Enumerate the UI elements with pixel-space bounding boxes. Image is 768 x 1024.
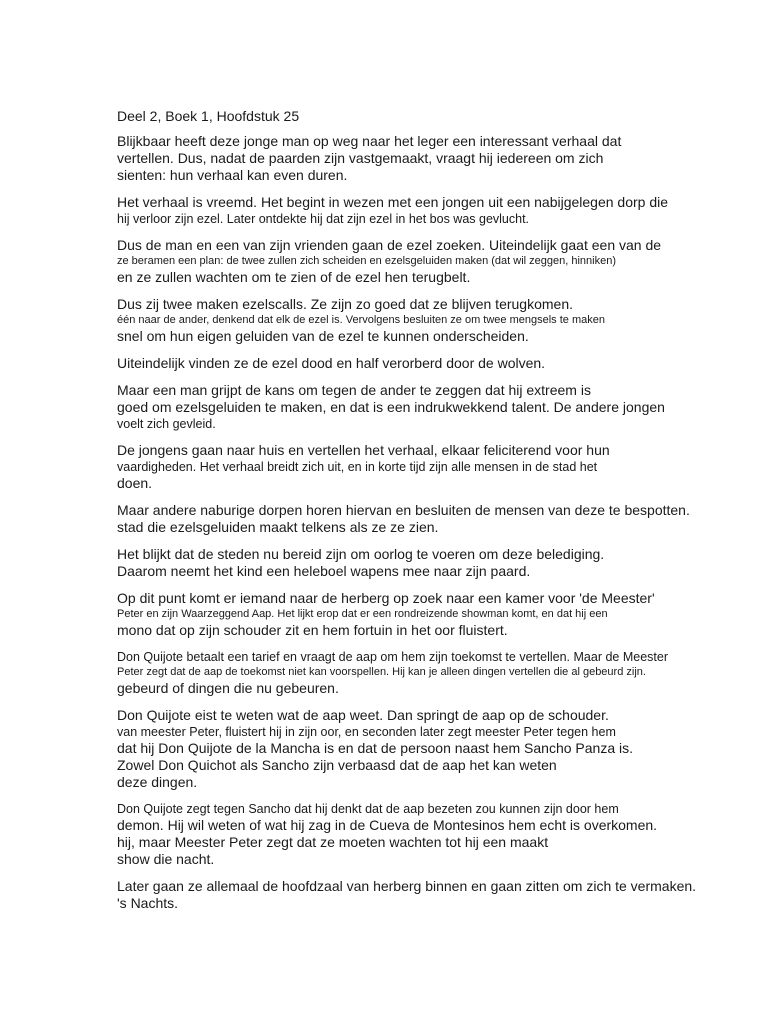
paragraph-3 [117,237,717,286]
chapter-heading: Deel 2, Boek 1, Hoofdstuk 25 [117,108,300,124]
text-line: 's Nachts. [117,895,179,911]
text-line: sienten: hun verhaal kan even duren. [117,167,348,183]
paragraph-14 [117,878,717,912]
paragraph-13 [117,801,717,868]
text-line: Peter en zijn Waarzeggend Aap. Het lijkt erop dat er een rondreizende showman komt, en dat hij een [117,608,608,620]
paragraph-5 [117,355,717,372]
text-line: deze dingen. [117,774,198,790]
text-line: Dus zij twee maken ezelscalls. Ze zijn zo goed dat ze blijven terugkomen. [117,296,573,312]
text-line: gebeurd of dingen die nu gebeuren. [117,680,339,696]
paragraph-8 [117,502,717,536]
paragraph-1 [117,133,717,184]
text-line: Peter zegt dat de aap de toekomst niet kan voorspellen. Hij kan je alleen dingen vertellen die al gebeurd zijn. [117,666,646,678]
text-line: vaardigheden. Het verhaal breidt zich uit, en in korte tijd zijn alle mensen in de stad het [117,460,598,474]
text-line: Op dit punt komt er iemand naar de herberg op zoek naar een kamer voor 'de Meester' [117,590,655,606]
text-line: vertellen. Dus, nadat de paarden zijn vastgemaakt, vraagt hij iedereen om zich [117,150,604,166]
text-line: demon. Hij wil weten of wat hij zag in de Cueva de Montesinos hem echt is overkomen. [117,817,658,833]
text-line: Zowel Don Quichot als Sancho zijn verbaasd dat de aap het kan weten [117,757,557,773]
text-line: Daarom neemt het kind een heleboel wapens mee naar zijn paard. [117,563,531,579]
text-line: Dus de man en een van zijn vrienden gaan de ezel zoeken. Uiteindelijk gaat een van de [117,237,662,253]
text-line: Don Quijote zegt tegen Sancho dat hij denkt dat de aap bezeten zou kunnen zijn door hem [117,802,619,816]
text-line: één naar de ander, denkend dat elk de ezel is. Vervolgens besluiten ze om twee mengsels te maken [117,314,605,326]
text-line: Het blijkt dat de steden nu bereid zijn om oorlog te voeren om deze belediging. [117,546,605,562]
text-line: hij verloor zijn ezel. Later ontdekte hij dat zijn ezel in het bos was gevlucht. [117,212,530,226]
text-line: dat hij Don Quijote de la Mancha is en dat de persoon naast hem Sancho Panza is. [117,740,633,756]
text-line: Maar andere naburige dorpen horen hiervan en besluiten de mensen van deze te bespotten. [117,502,690,518]
text-line: en ze zullen wachten om te zien of de ezel hen terugbelt. [117,269,471,285]
document-page [117,108,717,922]
text-line: Don Quijote eist te weten wat de aap weet. Dan springt de aap op de schouder. [117,707,609,723]
text-line: Blijkbaar heeft deze jonge man op weg naar het leger een interessant verhaal dat [117,133,622,149]
paragraph-2 [117,194,717,227]
text-line: ze beramen een plan: de twee zullen zich scheiden en ezelsgeluiden maken (dat wil zeggen, hinniken) [117,255,616,267]
text-line: doen. [117,475,153,491]
text-line: stad die ezelsgeluiden maakt telkens als ze ze zien. [117,519,439,535]
paragraph-4 [117,296,717,345]
text-line: goed om ezelsgeluiden te maken, en dat is een indrukwekkend talent. De andere jongen [117,399,665,415]
paragraph-11 [117,649,717,697]
paragraph-12 [117,707,717,791]
text-line: voelt zich gevleid. [117,417,216,431]
text-line: De jongens gaan naar huis en vertellen het verhaal, elkaar feliciterend voor hun [117,442,610,458]
paragraph-10 [117,590,717,639]
text-line: snel om hun eigen geluiden van de ezel te kunnen onderscheiden. [117,328,529,344]
paragraph-9 [117,546,717,580]
text-line: Don Quijote betaalt een tarief en vraagt de aap om hem zijn toekomst te vertellen. Maar de Meester [117,650,668,664]
text-line: Uiteindelijk vinden ze de ezel dood en half verorberd door de wolven. [117,355,546,371]
text-line: hij, maar Meester Peter zegt dat ze moeten wachten tot hij een maakt [117,834,549,850]
text-line: mono dat op zijn schouder zit en hem fortuin in het oor fluistert. [117,622,508,638]
paragraph-6 [117,382,717,432]
text-line: Later gaan ze allemaal de hoofdzaal van herberg binnen en gaan zitten om zich te vermaken. [117,878,697,894]
text-line: van meester Peter, fluistert hij in zijn oor, en seconden later zegt meester Peter tegen hem [117,725,616,739]
text-line: show die nacht. [117,851,215,867]
text-line: Het verhaal is vreemd. Het begint in wezen met een jongen uit een nabijgelegen dorp die [117,194,669,210]
paragraph-7 [117,442,717,492]
text-line: Maar een man grijpt de kans om tegen de ander te zeggen dat hij extreem is [117,382,591,398]
